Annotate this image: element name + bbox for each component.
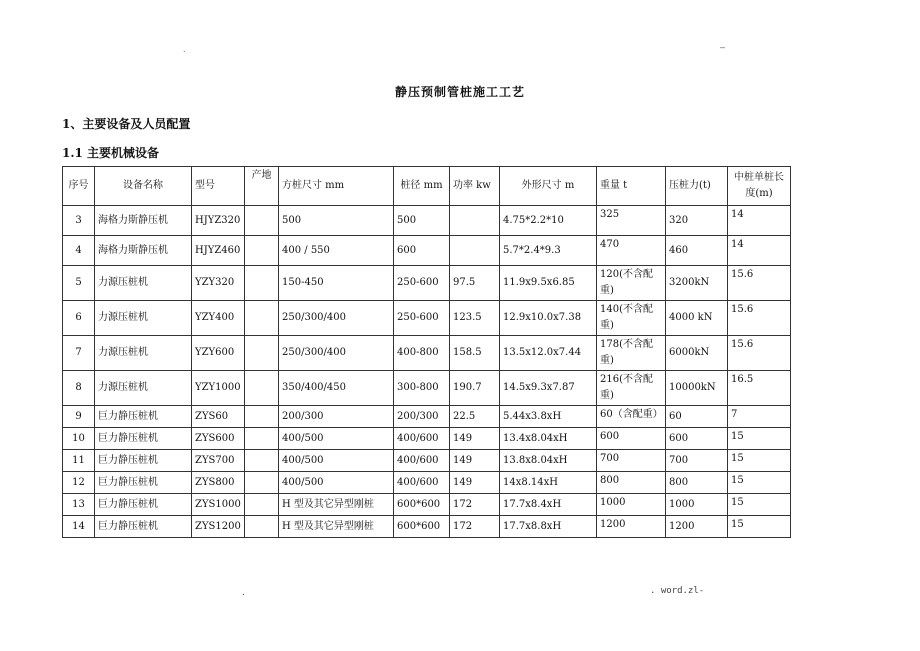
- table-row: [63, 206, 791, 236]
- table-cell: 400/600: [394, 472, 450, 494]
- table-cell: 力源压桩机: [95, 266, 192, 301]
- header-cell: 产地: [245, 167, 279, 206]
- table-row: [63, 336, 791, 371]
- table-cell: [245, 336, 279, 371]
- table-cell: 60（含配重）: [597, 406, 666, 428]
- table-cell: 12: [63, 472, 95, 494]
- table-cell: 15.6: [728, 336, 791, 371]
- table-cell: 巨力静压桩机: [95, 406, 192, 428]
- table-cell: 巨力静压桩机: [95, 428, 192, 450]
- table-cell: 海格力斯静压机: [95, 206, 192, 236]
- table-cell: 158.5: [450, 336, 500, 371]
- table-cell: ZYS1200: [192, 516, 245, 538]
- table-cell: 400/600: [394, 428, 450, 450]
- section-heading-1-1: 1.1 主要机械设备: [62, 146, 160, 160]
- table-cell: YZY320: [192, 266, 245, 301]
- table-cell: 13: [63, 494, 95, 516]
- table-cell: 12.9x10.0x7.38: [500, 301, 597, 336]
- table-cell: 15.6: [728, 266, 791, 301]
- table-cell: 600: [597, 428, 666, 450]
- table-cell: 3: [63, 206, 95, 236]
- table-cell: 22.5: [450, 406, 500, 428]
- footer-right-mark: . word.zl-: [650, 586, 705, 596]
- table-cell: ZYS700: [192, 450, 245, 472]
- table-cell: ZYS60: [192, 406, 245, 428]
- table-cell: 600*600: [394, 516, 450, 538]
- table-header-row: [63, 167, 791, 206]
- table-cell: 200/300: [394, 406, 450, 428]
- table-cell: [245, 516, 279, 538]
- header-cell: 方桩尺寸 mm: [279, 167, 394, 206]
- table-cell: 15: [728, 450, 791, 472]
- table-cell: 5.44x3.8xH: [500, 406, 597, 428]
- table-cell: 5: [63, 266, 95, 301]
- table-cell: 400/600: [394, 450, 450, 472]
- table-cell: 1200: [666, 516, 728, 538]
- table-cell: 14.5x9.3x7.87: [500, 371, 597, 406]
- table-cell: [245, 494, 279, 516]
- table-cell: 15: [728, 472, 791, 494]
- table-cell: 149: [450, 450, 500, 472]
- table-cell: 700: [597, 450, 666, 472]
- table-cell: 巨力静压桩机: [95, 494, 192, 516]
- table-row: [63, 371, 791, 406]
- table-cell: 250/300/400: [279, 301, 394, 336]
- table-cell: 10: [63, 428, 95, 450]
- table-row: [63, 428, 791, 450]
- table-cell: 500: [394, 206, 450, 236]
- table-cell: 14: [63, 516, 95, 538]
- table-cell: 500: [279, 206, 394, 236]
- table-cell: 5.7*2.4*9.3: [500, 236, 597, 266]
- table-row: [63, 266, 791, 301]
- table-cell: 200/300: [279, 406, 394, 428]
- table-cell: 300-800: [394, 371, 450, 406]
- table-cell: 力源压桩机: [95, 336, 192, 371]
- corner-mark-right: –: [720, 42, 726, 52]
- table-cell: 15: [728, 428, 791, 450]
- table-cell: 16.5: [728, 371, 791, 406]
- header-cell: 设备名称: [95, 167, 192, 206]
- table-cell: 250-600: [394, 301, 450, 336]
- table-cell: 800: [666, 472, 728, 494]
- table-cell: [245, 450, 279, 472]
- table-cell: 17.7x8.4xH: [500, 494, 597, 516]
- table-cell: YZY600: [192, 336, 245, 371]
- table-cell: 400/500: [279, 450, 394, 472]
- header-cell: 压桩力(t): [666, 167, 728, 206]
- table-cell: 15: [728, 516, 791, 538]
- table-cell: 8: [63, 371, 95, 406]
- table-cell: 120(不含配重): [597, 266, 666, 301]
- table-cell: 400-800: [394, 336, 450, 371]
- table-cell: 350/400/450: [279, 371, 394, 406]
- table-cell: 9: [63, 406, 95, 428]
- table-cell: 149: [450, 428, 500, 450]
- table-cell: 14: [728, 206, 791, 236]
- header-cell: 型号: [192, 167, 245, 206]
- table-cell: H 型及其它异型刚桩: [279, 494, 394, 516]
- equipment-table: [62, 166, 791, 538]
- table-cell: 10000kN: [666, 371, 728, 406]
- table-cell: [245, 406, 279, 428]
- table-cell: 600*600: [394, 494, 450, 516]
- table-cell: [245, 301, 279, 336]
- table-cell: 15.6: [728, 301, 791, 336]
- table-cell: 力源压桩机: [95, 371, 192, 406]
- table-cell: 216(不含配重): [597, 371, 666, 406]
- table-cell: 15: [728, 494, 791, 516]
- table-cell: 4.75*2.2*10: [500, 206, 597, 236]
- table-row: [63, 450, 791, 472]
- table-cell: ZYS1000: [192, 494, 245, 516]
- table-cell: 1000: [597, 494, 666, 516]
- table-cell: H 型及其它异型刚桩: [279, 516, 394, 538]
- table-cell: 250/300/400: [279, 336, 394, 371]
- table-cell: 140(不含配重): [597, 301, 666, 336]
- section-heading-1: 1、主要设备及人员配置: [62, 117, 191, 131]
- table-row: [63, 301, 791, 336]
- table-cell: 4: [63, 236, 95, 266]
- table-cell: [245, 472, 279, 494]
- table-cell: 巨力静压桩机: [95, 516, 192, 538]
- header-cell: 重量 t: [597, 167, 666, 206]
- table-cell: [245, 236, 279, 266]
- table-cell: 700: [666, 450, 728, 472]
- table-cell: 13.4x8.04xH: [500, 428, 597, 450]
- table-row: [63, 516, 791, 538]
- table-cell: 400/500: [279, 472, 394, 494]
- table-cell: 13.8x8.04xH: [500, 450, 597, 472]
- table-cell: 7: [63, 336, 95, 371]
- table-cell: [245, 206, 279, 236]
- table-cell: 172: [450, 516, 500, 538]
- header-cell: 桩径 mm: [394, 167, 450, 206]
- header-cell: 序号: [63, 167, 95, 206]
- table-cell: 1000: [666, 494, 728, 516]
- header-cell: 功率 kw: [450, 167, 500, 206]
- table-row: [63, 236, 791, 266]
- document-title: 静压预制管桩施工工艺: [394, 85, 525, 99]
- table-row: [63, 494, 791, 516]
- table-cell: 60: [666, 406, 728, 428]
- table-cell: 97.5: [450, 266, 500, 301]
- table-cell: ZYS800: [192, 472, 245, 494]
- table-cell: 400 / 550: [279, 236, 394, 266]
- table-cell: 320: [666, 206, 728, 236]
- table-cell: 3200kN: [666, 266, 728, 301]
- table-cell: 13.5x12.0x7.44: [500, 336, 597, 371]
- header-cell: 外形尺寸 m: [500, 167, 597, 206]
- table-cell: 800: [597, 472, 666, 494]
- table-cell: 123.5: [450, 301, 500, 336]
- table-cell: 14x8.14xH: [500, 472, 597, 494]
- table-cell: 190.7: [450, 371, 500, 406]
- table-cell: 1200: [597, 516, 666, 538]
- table-cell: 460: [666, 236, 728, 266]
- table-cell: YZY1000: [192, 371, 245, 406]
- table-cell: 7: [728, 406, 791, 428]
- table-cell: [245, 266, 279, 301]
- header-cell: 中桩单桩长度(m): [728, 167, 791, 206]
- table-cell: YZY400: [192, 301, 245, 336]
- table-cell: 17.7x8.8xH: [500, 516, 597, 538]
- table-cell: 250-600: [394, 266, 450, 301]
- table-cell: 海格力斯静压机: [95, 236, 192, 266]
- table-cell: [450, 206, 500, 236]
- table-cell: 400/500: [279, 428, 394, 450]
- table-cell: 178(不含配重): [597, 336, 666, 371]
- table-cell: 4000 kN: [666, 301, 728, 336]
- table-cell: 150-450: [279, 266, 394, 301]
- table-cell: 巨力静压桩机: [95, 450, 192, 472]
- table-cell: 149: [450, 472, 500, 494]
- table-cell: 14: [728, 236, 791, 266]
- table-cell: 11.9x9.5x6.85: [500, 266, 597, 301]
- table-row: [63, 406, 791, 428]
- table-cell: 172: [450, 494, 500, 516]
- table-cell: 600: [394, 236, 450, 266]
- table-row: [63, 472, 791, 494]
- table-cell: 6000kN: [666, 336, 728, 371]
- table-cell: [245, 428, 279, 450]
- table-cell: 470: [597, 236, 666, 266]
- table-cell: HJYZ320: [192, 206, 245, 236]
- table-cell: HJYZ460: [192, 236, 245, 266]
- table-cell: 325: [597, 206, 666, 236]
- table-cell: ZYS600: [192, 428, 245, 450]
- table-cell: 巨力静压桩机: [95, 472, 192, 494]
- footer-left-mark: .: [242, 588, 245, 598]
- table-cell: 6: [63, 301, 95, 336]
- table-cell: 600: [666, 428, 728, 450]
- table-cell: 11: [63, 450, 95, 472]
- table-cell: [450, 236, 500, 266]
- table-cell: 力源压桩机: [95, 301, 192, 336]
- table-cell: [245, 371, 279, 406]
- corner-mark-left: .: [183, 44, 186, 54]
